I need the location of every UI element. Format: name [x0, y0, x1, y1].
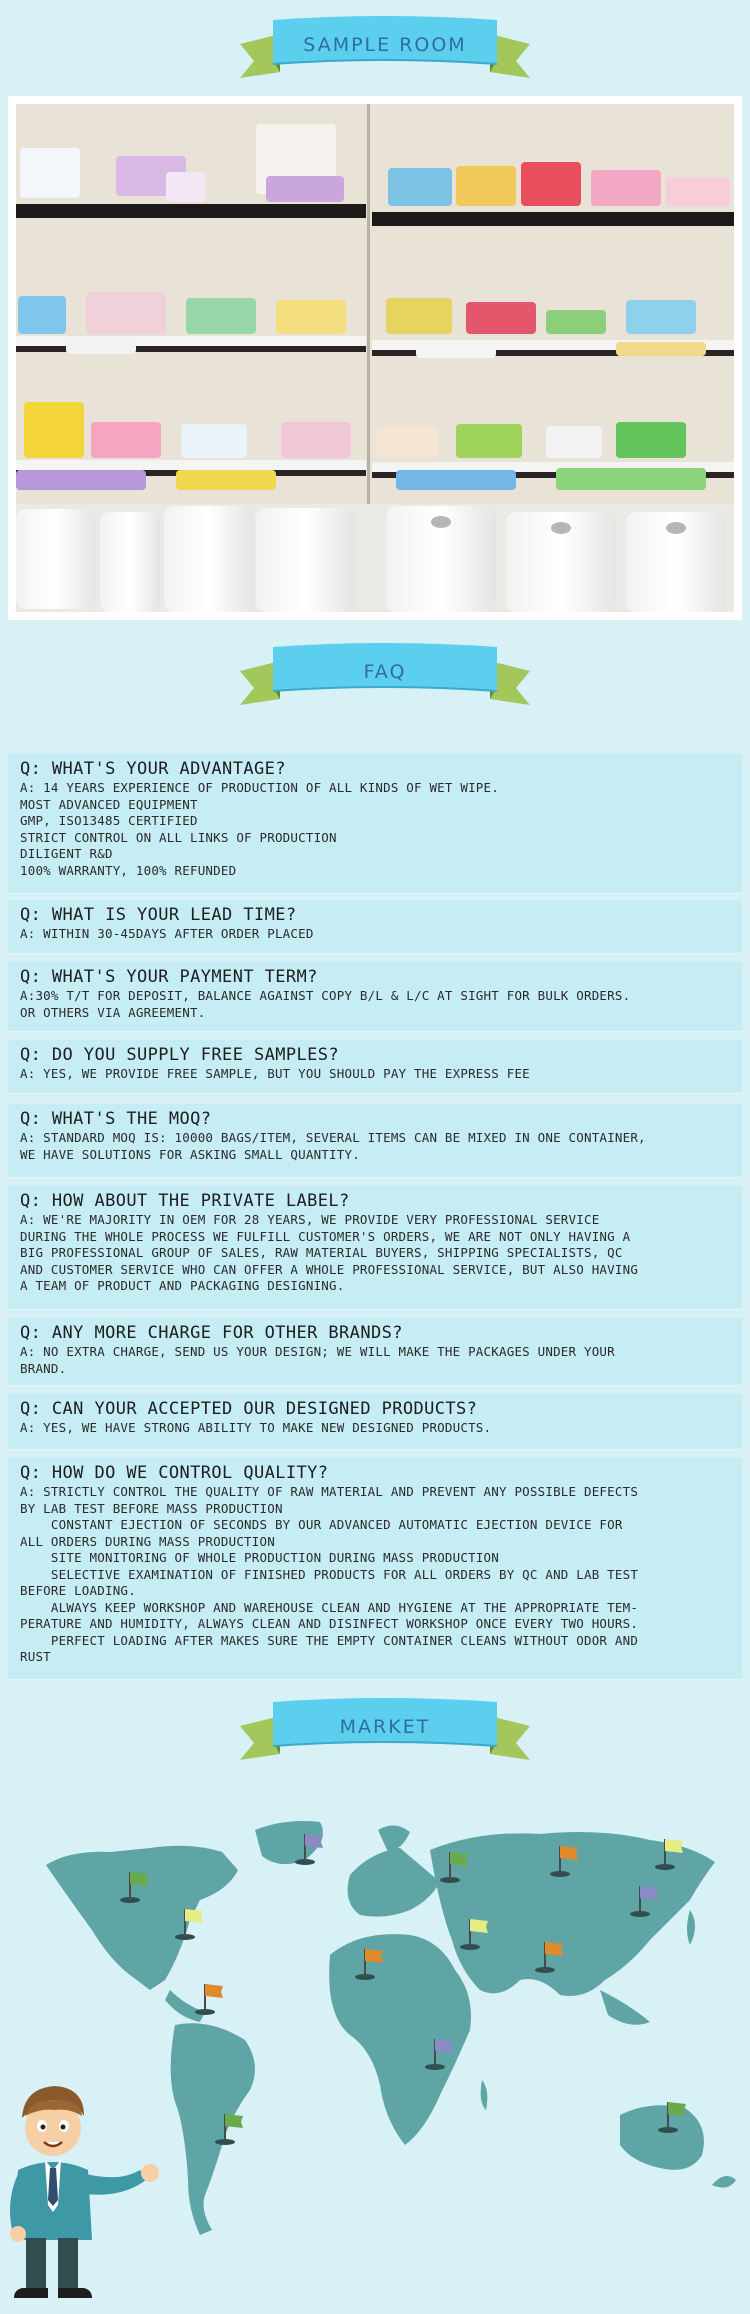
australia-continent — [620, 2105, 704, 2170]
faq-question: Q: HOW ABOUT THE PRIVATE LABEL? — [20, 1191, 350, 1211]
faq-answer: A: STANDARD MOQ IS: 10000 BAGS/ITEM, SEVERAL ITEMS CAN BE MIXED IN ONE CONTAINER, WE HAVE SOLUTIONS FOR ASKING SMALL QUANTITY. — [20, 1130, 646, 1162]
africa-continent — [329, 1934, 471, 2145]
faq-answer: A: WITHIN 30-45DAYS AFTER ORDER PLACED — [20, 926, 314, 941]
market-banner — [240, 1696, 530, 1766]
faq-answer: A: STRICTLY CONTROL THE QUALITY OF RAW MATERIAL AND PREVENT ANY POSSIBLE DEFECTS BY LAB TEST BEFORE MASS PRODUCTION CONSTANT EJECTION OF SECONDS BY OUR ADVANCED AUTOMATIC EJECTION DEVICE FOR ALL ORDERS DURING MASS PRODUCTION SITE MONITORING OF WHOLE PRODUCTION DURING MASS PRODUCTION SELECTIVE EXAMINATION OF FINISHED PRODUCTS FOR ALL ORDERS BY QC AND LAB TEST BEFORE LOADING. ALWAYS KEEP WORKSHOP AND WAREHOUSE CLEAN AND HYGIENE AT THE APPROPRIATE TEM- PERATURE AND HUMIDITY, ALWAYS CLEAN AND DISINFECT WORKSHOP ONCE EVERY TWO HOURS. PERFECT LOADING AFTER MAKES SURE THE EMPTY CONTAINER CLEANS WITHOUT ODOR AND RUST — [20, 1484, 639, 1664]
faq-item-private-label — [8, 1186, 742, 1310]
faq-item-other-brands — [8, 1318, 742, 1386]
faq-item-lead-time — [8, 900, 742, 954]
sample-room-banner — [240, 14, 530, 84]
faq-item-advantage — [8, 754, 742, 894]
faq-question: Q: WHAT'S YOUR PAYMENT TERM? — [20, 967, 318, 987]
faq-question: Q: CAN YOUR ACCEPTED OUR DESIGNED PRODUCTS? — [20, 1399, 478, 1419]
cartoon-businessman-illustration — [10, 2086, 159, 2298]
faq-answer: A: 14 YEARS EXPERIENCE OF PRODUCTION OF ALL KINDS OF WET WIPE. MOST ADVANCED EQUIPMENT GMP, ISO13485 CERTIFIED STRICT CONTROL ON ALL LINKS OF PRODUCTION DILIGENT R&D 100% WARRANTY, 100% REFUNDED — [20, 780, 499, 878]
faq-answer: A: NO EXTRA CHARGE, SEND US YOUR DESIGN; WE WILL MAKE THE PACKAGES UNDER YOUR BRAND. — [20, 1344, 615, 1376]
world-market-map — [0, 1790, 750, 2310]
faq-item-quality-control — [8, 1458, 742, 1680]
flag-central-america — [195, 1984, 223, 2015]
faq-question: Q: WHAT IS YOUR LEAD TIME? — [20, 905, 297, 925]
faq-question: Q: HOW DO WE CONTROL QUALITY? — [20, 1463, 329, 1483]
faq-item-moq — [8, 1104, 742, 1178]
faq-answer: A: YES, WE PROVIDE FREE SAMPLE, BUT YOU SHOULD PAY THE EXPRESS FEE — [20, 1066, 530, 1081]
faq-question: Q: DO YOU SUPPLY FREE SAMPLES? — [20, 1045, 340, 1065]
faq-answer: A: WE'RE MAJORITY IN OEM FOR 28 YEARS, WE PROVIDE VERY PROFESSIONAL SERVICE DURING THE WHOLE PROCESS WE FULFILL CUSTOMER'S ORDERS, WE ARE NOT ONLY HAVING A BIG PROFESSIONAL GROUP OF SALES, RAW MATERIAL BUYERS, SHIPPING SPECIALISTS, QC AND CUSTOMER SERVICE WHO CAN OFFER A WHOLE PROFESSIONAL SERVICE, BUT ALSO HAVING A TEAM OF PRODUCT AND PACKAGING DESIGNING. — [20, 1212, 639, 1293]
sample-room-photo — [8, 96, 742, 620]
faq-item-free-samples — [8, 1040, 742, 1094]
faq-banner — [240, 641, 530, 711]
south-america-continent — [171, 2023, 255, 2235]
faq-answer: A: YES, WE HAVE STRONG ABILITY TO MAKE NEW DESIGNED PRODUCTS. — [20, 1420, 492, 1435]
sample-room-title: SAMPLE ROOM — [303, 34, 467, 56]
faq-question: Q: ANY MORE CHARGE FOR OTHER BRANDS? — [20, 1323, 403, 1343]
europe-continent — [348, 1848, 440, 1917]
faq-question: Q: WHAT'S THE MOQ? — [20, 1109, 212, 1129]
faq-question: Q: WHAT'S YOUR ADVANTAGE? — [20, 759, 286, 779]
faq-item-payment-term — [8, 962, 742, 1032]
market-title: MARKET — [339, 1716, 431, 1738]
faq-answer: A:30% T/T FOR DEPOSIT, BALANCE AGAINST COPY B/L & L/C AT SIGHT FOR BULK ORDERS. OR OTHERS VIA AGREEMENT. — [20, 988, 631, 1020]
faq-title: FAQ — [363, 661, 407, 683]
north-america-continent — [46, 1846, 238, 1990]
faq-item-designed-products — [8, 1394, 742, 1450]
